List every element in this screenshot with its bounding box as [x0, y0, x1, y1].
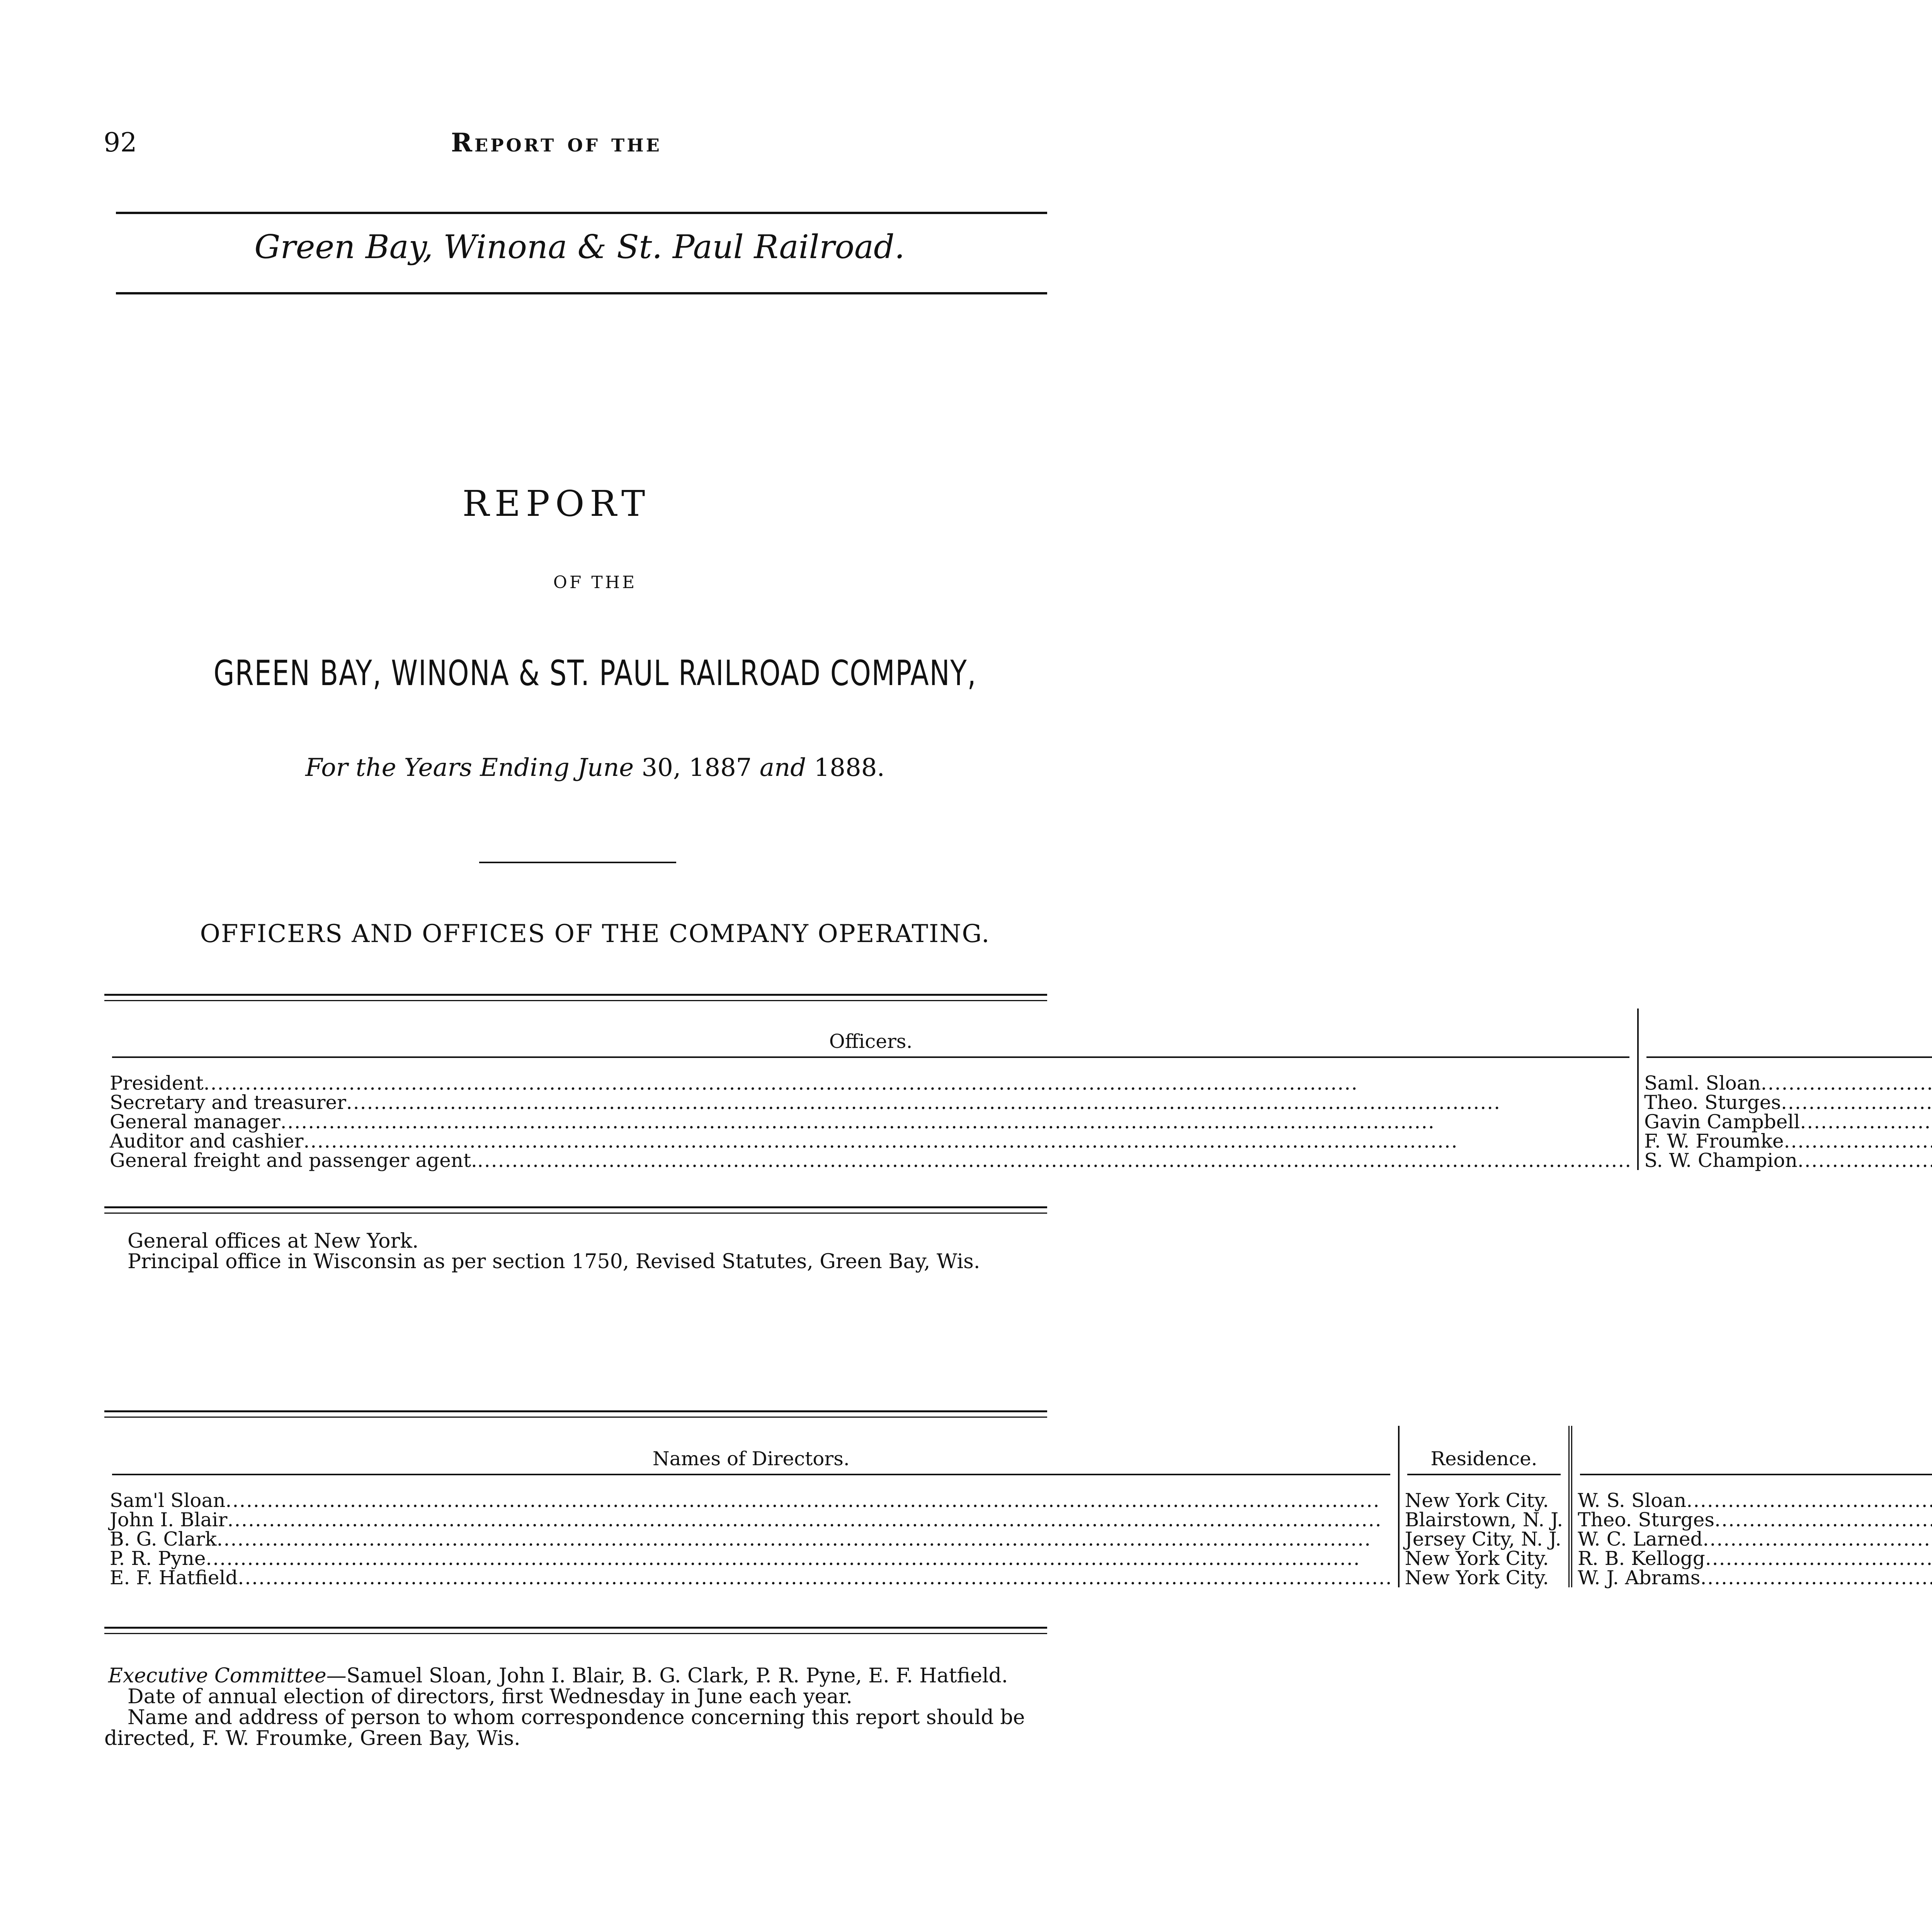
directors-table-bottom-rule-2 [104, 1633, 1047, 1634]
director-name-left-leader [110, 1549, 1393, 1568]
officer-row [104, 1073, 1932, 1093]
executive-committee-label: Executive Committee [108, 1664, 327, 1687]
officer-row [104, 1131, 1932, 1151]
officer-row [104, 1151, 1932, 1170]
running-head: Report of the [451, 128, 662, 158]
director-name-left-text: John I. Blair [110, 1509, 228, 1531]
officer-name [1638, 1151, 1932, 1170]
director-row [104, 1549, 1932, 1568]
director-residence-left: New York City. [1399, 1568, 1570, 1587]
officer-name-leader [1644, 1131, 1932, 1151]
director-name-right-leader [1578, 1510, 1932, 1529]
dot-leader [1800, 1112, 1932, 1131]
officer-title [104, 1073, 1638, 1093]
officer-name-leader [1644, 1073, 1932, 1093]
dot-leader [1686, 1491, 1932, 1510]
officer-name [1638, 1073, 1932, 1093]
director-residence-left: New York City. [1399, 1491, 1570, 1510]
officer-name-text: S. W. Champion [1644, 1149, 1798, 1172]
officer-title-text: Auditor and cashier [110, 1130, 304, 1152]
directors-table [104, 1426, 1932, 1587]
executive-committee-note [108, 1665, 1047, 1686]
officer-name-text: Saml. Sloan [1644, 1072, 1761, 1094]
director-name-right-text: R. B. Kellogg [1578, 1547, 1705, 1570]
officer-title-leader [110, 1073, 1632, 1093]
officer-row [104, 1093, 1932, 1112]
col-officers: Officers. [104, 1009, 1638, 1073]
officer-title-text: Secretary and treasurer [110, 1091, 346, 1114]
director-name-left-text: B. G. Clark [110, 1528, 217, 1550]
officer-name-leader [1644, 1093, 1932, 1112]
director-name-right [1570, 1491, 1932, 1510]
director-name-right-leader [1578, 1568, 1932, 1587]
director-name-left-text: E. F. Hatfield [110, 1566, 238, 1589]
top-rule [116, 212, 1047, 214]
dot-leader [1703, 1529, 1932, 1549]
officer-name [1638, 1112, 1932, 1131]
officer-title-leader [110, 1093, 1632, 1112]
director-row [104, 1529, 1932, 1549]
page-number: 92 [104, 128, 137, 158]
director-row [104, 1491, 1932, 1510]
director-name-left-leader [110, 1529, 1393, 1549]
director-name-right-text: W. J. Abrams [1578, 1566, 1701, 1589]
officer-title [104, 1131, 1638, 1151]
dot-leader [1714, 1510, 1932, 1529]
director-name-right-leader [1578, 1529, 1932, 1549]
director-name-left [104, 1491, 1399, 1510]
dot-leader [1700, 1568, 1932, 1587]
officer-name-text: F. W. Froumke [1644, 1130, 1784, 1152]
director-name-right-leader [1578, 1491, 1932, 1510]
director-residence-left: Blairstown, N. J. [1399, 1510, 1570, 1529]
director-name-right [1570, 1568, 1932, 1587]
election-date-note: Date of annual election of directors, first Wednesday in June each year. [128, 1685, 852, 1708]
dot-leader [1705, 1549, 1932, 1568]
director-name-left-leader [110, 1491, 1393, 1510]
officers-table-bottom-rule [104, 1206, 1047, 1208]
officer-name-text: Gavin Campbell [1644, 1111, 1800, 1133]
dot-leader [1798, 1151, 1932, 1170]
dot-leader [477, 1151, 1632, 1170]
dot-leader [1761, 1073, 1932, 1093]
director-name-right-text: W. C. Larned [1578, 1528, 1703, 1550]
of-the-line: OF THE [553, 573, 637, 592]
director-name-left-leader [110, 1510, 1393, 1529]
report-title: REPORT [462, 483, 651, 524]
officer-title-leader [110, 1112, 1632, 1131]
director-row [104, 1568, 1932, 1587]
dot-leader [227, 1510, 1392, 1529]
dot-leader [238, 1568, 1392, 1587]
officer-title-leader [110, 1151, 1632, 1170]
dot-leader [225, 1491, 1392, 1510]
officers-table-bottom-rule-2 [104, 1213, 1047, 1214]
years-prefix: For the Years Ending June [305, 753, 634, 782]
officer-name-leader [1644, 1112, 1932, 1131]
officer-name [1638, 1131, 1932, 1151]
col-residence-left: Residence. [1399, 1426, 1570, 1491]
years-and: and [759, 753, 806, 782]
director-name-left [104, 1529, 1399, 1549]
director-name-right [1570, 1510, 1932, 1529]
director-name-right-text: W. S. Sloan [1578, 1489, 1687, 1512]
dot-leader [303, 1131, 1632, 1151]
dot-leader [206, 1549, 1392, 1568]
director-residence-left: New York City. [1399, 1549, 1570, 1568]
col-names [1638, 1009, 1932, 1073]
director-name-right-text: Theo. Sturges [1578, 1509, 1714, 1531]
directors-table-top-rule [104, 1410, 1047, 1412]
officer-title [104, 1093, 1638, 1112]
director-name-left-leader [110, 1568, 1393, 1587]
directors-table-bottom-rule [104, 1627, 1047, 1629]
dot-leader [204, 1073, 1632, 1093]
years-day: 30, 1887 [641, 753, 752, 782]
officers-header-row [104, 1009, 1932, 1073]
correspondence-note: Name and address of person to whom correspondence concerning this report should be directed, F. W. Froumke, Green Bay, Wis. [104, 1706, 1025, 1750]
director-name-left [104, 1568, 1399, 1587]
director-name-right-leader [1578, 1549, 1932, 1568]
director-residence-left: Jersey City, N. J. [1399, 1529, 1570, 1549]
railroad-heading: Green Bay, Winona & St. Paul Railroad. [254, 228, 905, 266]
officer-name [1638, 1093, 1932, 1112]
director-name-left [104, 1549, 1399, 1568]
director-name-left-text: Sam'l Sloan [110, 1489, 226, 1512]
officer-title-leader [110, 1131, 1632, 1151]
officer-title-text: President [110, 1072, 204, 1094]
col-director-names-right [1570, 1426, 1932, 1491]
directors-table-top-rule-2 [104, 1417, 1047, 1418]
dot-leader [217, 1529, 1393, 1549]
dot-leader [281, 1112, 1632, 1131]
officer-row [104, 1112, 1932, 1131]
officer-name-leader [1644, 1151, 1932, 1170]
general-offices-note: General offices at New York. [128, 1230, 419, 1253]
title-divider [479, 862, 676, 863]
officer-title-text: General manager [110, 1111, 281, 1133]
dot-leader [1784, 1131, 1932, 1151]
heading-rule [116, 292, 1047, 294]
officer-name-text: Theo. Sturges [1644, 1091, 1781, 1114]
director-name-left [104, 1510, 1399, 1529]
years-second: 1888. [814, 753, 885, 782]
officers-heading: OFFICERS AND OFFICES OF THE COMPANY OPERATING. [200, 920, 990, 948]
director-name-left-text: P. R. Pyne [110, 1547, 206, 1570]
dot-leader [1781, 1093, 1932, 1112]
officers-table [104, 1009, 1932, 1170]
officer-title-text: General freight and passenger agent. [110, 1149, 477, 1172]
company-title: GREEN BAY, WINONA & ST. PAUL RAILROAD COMPANY, [213, 653, 977, 694]
principal-office-note: Principal office in Wisconsin as per section 1750, Revised Statutes, Green Bay, Wis. [128, 1250, 980, 1273]
officer-title [104, 1151, 1638, 1170]
years-line [193, 753, 997, 782]
director-name-right [1570, 1529, 1932, 1549]
director-row [104, 1510, 1932, 1529]
director-name-right [1570, 1549, 1932, 1568]
col-director-names-left: Names of Directors. [104, 1426, 1399, 1491]
officers-table-top-rule [104, 994, 1047, 996]
officers-table-top-rule-2 [104, 1000, 1047, 1001]
directors-header-row [104, 1426, 1932, 1491]
dot-leader [346, 1093, 1632, 1112]
officer-title [104, 1112, 1638, 1131]
executive-committee-text: —Samuel Sloan, John I. Blair, B. G. Clark, P. R. Pyne, E. F. Hatfield. [326, 1664, 1008, 1687]
